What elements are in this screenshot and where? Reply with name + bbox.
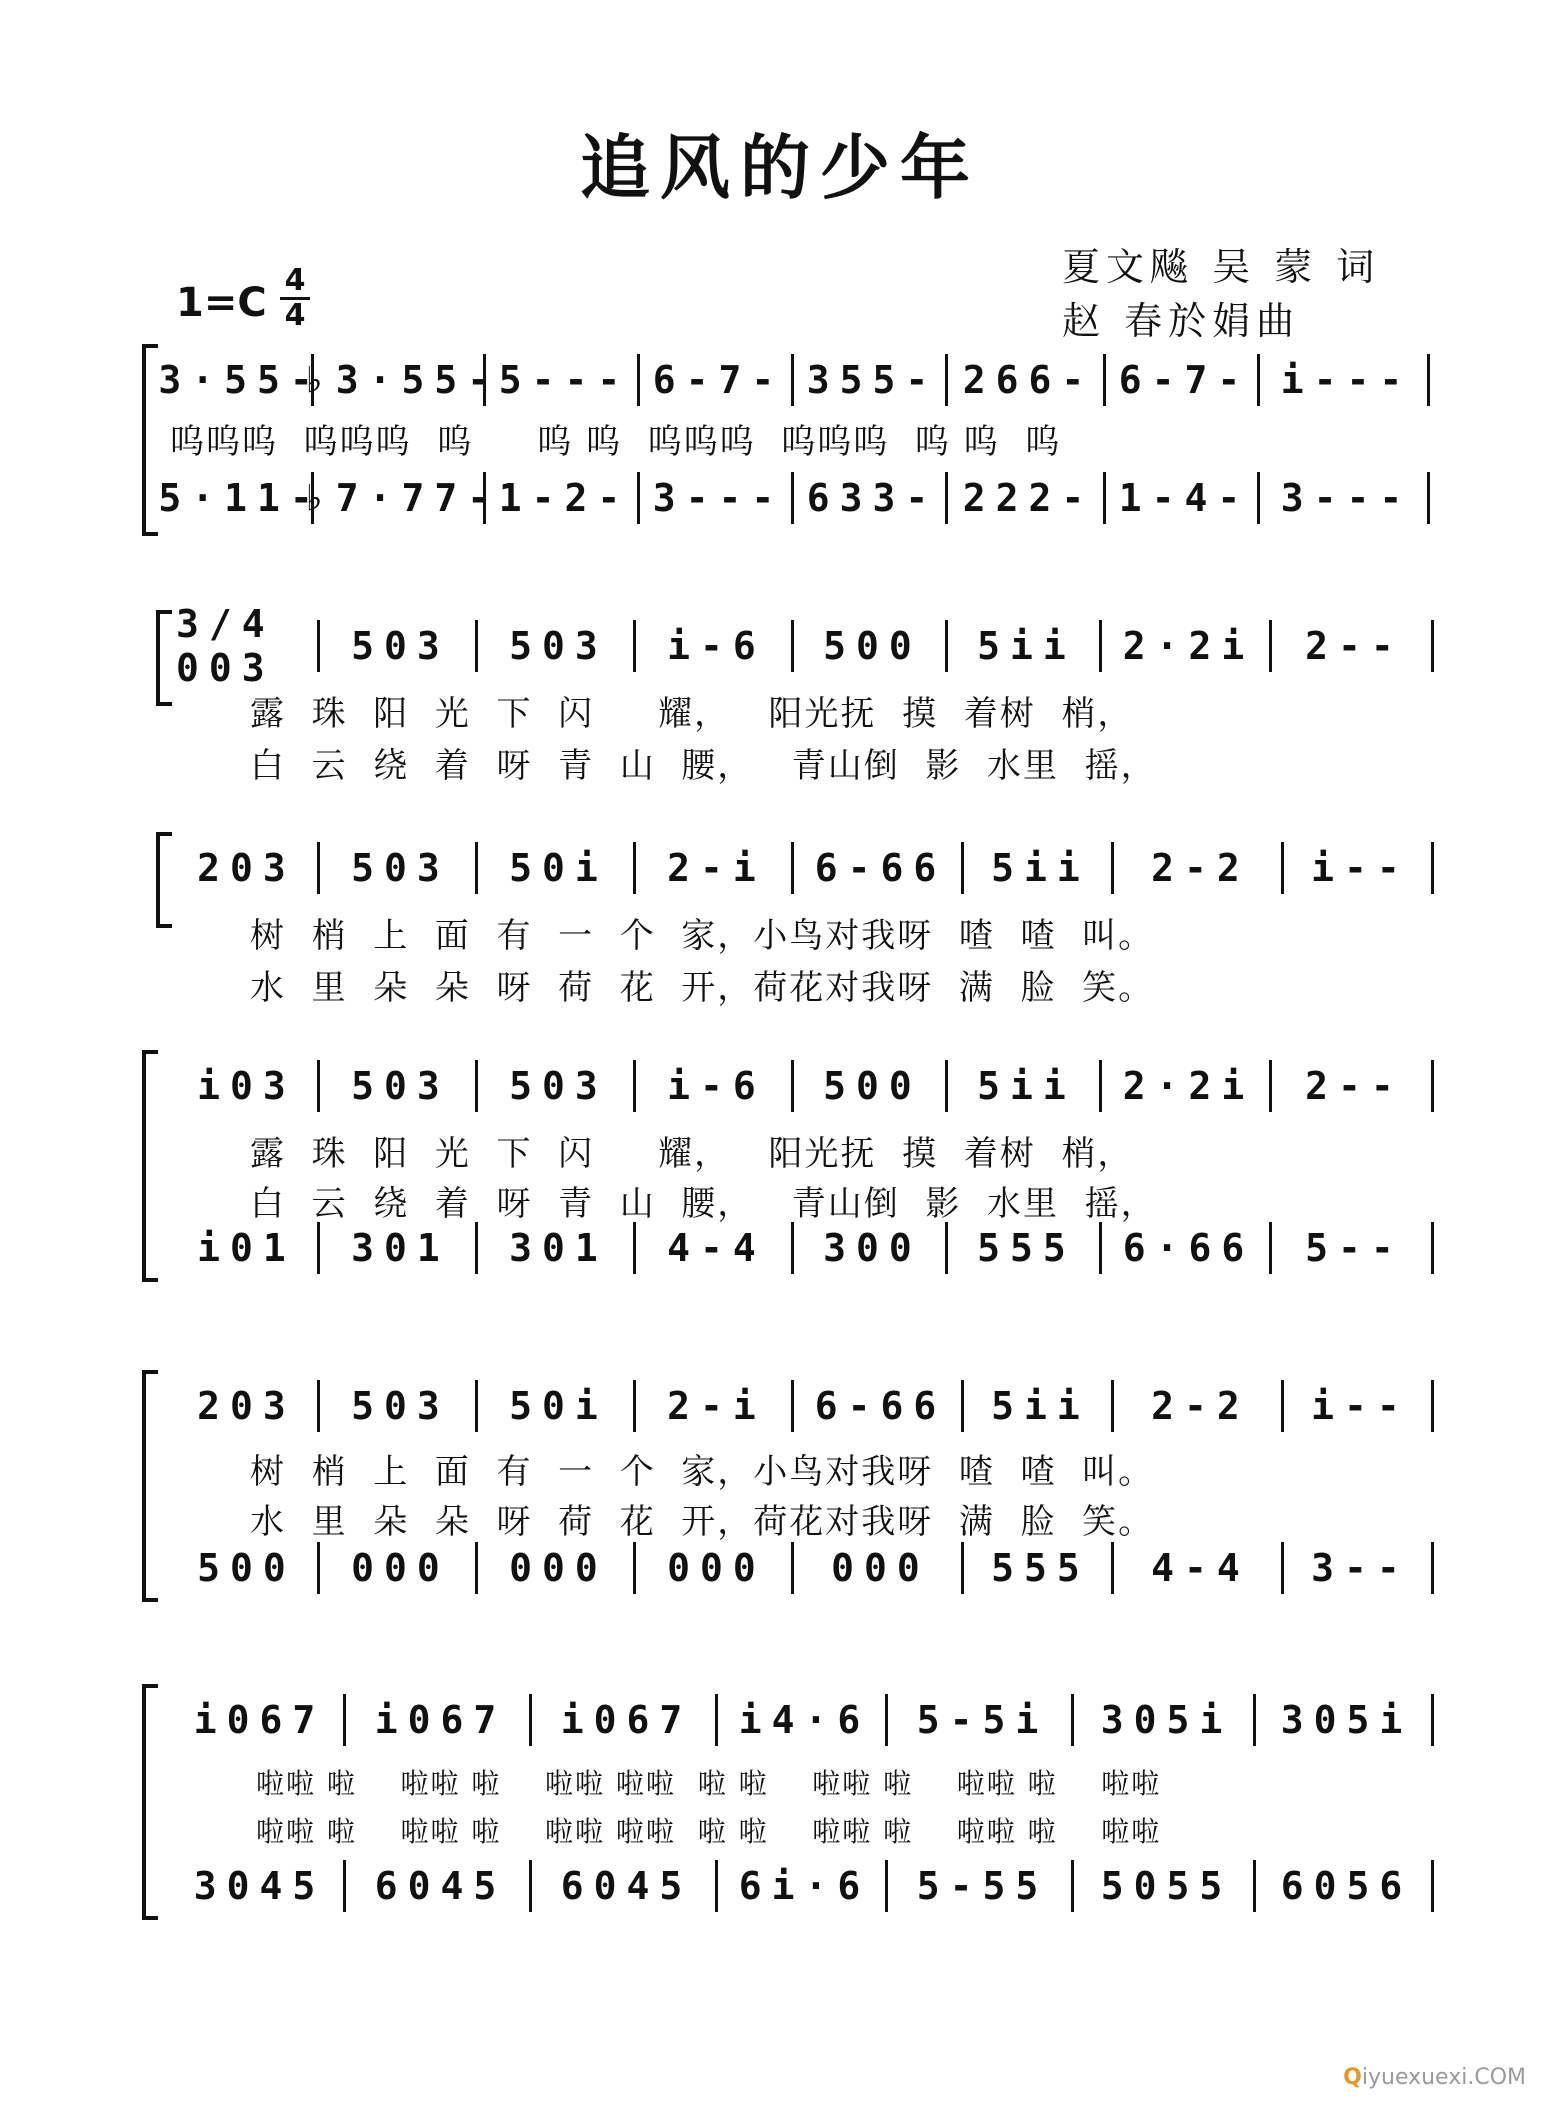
system-2-lyrics-verse-1 [250,686,1133,734]
measure: 5055 [1074,1860,1256,1912]
measure: 2·2i [1102,620,1272,672]
measure: 305i [1256,1694,1434,1746]
measure: 555 [948,1222,1102,1274]
lyricist-credit: 夏文飚 吴 蒙 词 [1062,245,1381,289]
measure: 1-4- [1106,472,1260,524]
system-brace [142,1050,158,1282]
measure: 6056 [1256,1860,1434,1912]
system-brace [142,344,158,536]
system-4-lyrics-verse-2 [250,1176,1157,1224]
lyric-line: 水 里 朵 朵 呀 荷 花 开，荷花对我呀 满 脸 笑。 [250,1502,1155,1542]
measure: 2-- [1272,620,1434,672]
key-signature: 1=C [176,280,267,326]
system-6-bottom-staff [170,1858,1434,1914]
measure: 000 [478,1542,636,1594]
measure: 300 [794,1222,948,1274]
system-2-staff [170,602,1434,690]
measure: 503 [320,1060,478,1112]
measure: 503 [320,1380,478,1432]
measure: i-- [1284,842,1434,894]
measure: 503 [320,842,478,894]
measure: ♭3·55- [314,354,486,406]
measure: i-- [1284,1380,1434,1432]
measure: 3--- [1260,472,1430,524]
measure: 5·11- [164,472,314,524]
system-1-bottom-staff [158,470,1434,526]
measure: 500 [170,1542,320,1594]
system-3-lyrics-verse-1 [250,908,1154,956]
measure: 555 [964,1542,1114,1594]
measure: 2-2 [1114,1380,1284,1432]
lyric-line: 白 云 绕 着 呀 青 山 腰， 青山倒 影 水里 摇， [250,1184,1157,1224]
measure: 2-i [636,842,794,894]
lyric-line: 露 珠 阳 光 下 闪 耀， 阳光抚 摸 着树 梢， [250,1134,1134,1174]
system-4-lyrics-verse-1 [250,1126,1133,1174]
system-2-lyrics-verse-2 [250,738,1157,786]
measure: 503 [478,1060,636,1112]
measure: 6045 [346,1860,532,1912]
measure: 50i [478,1380,636,1432]
measure: i-6 [636,620,794,672]
system-5-lyrics-verse-1 [250,1444,1154,1492]
measure: 355- [794,354,948,406]
system-4-top-staff [170,1058,1434,1114]
system-brace [142,1370,158,1602]
time-signature [280,263,310,333]
measure: 6-7- [640,354,794,406]
measure: 301 [320,1222,478,1274]
measure: 2-i [636,1380,794,1432]
watermark-logo-icon: Q [1343,2065,1362,2090]
site-watermark [1343,2065,1526,2090]
system-5-lyrics-verse-2 [250,1494,1154,1542]
measure: 4-4 [636,1222,794,1274]
measure: 5ii [948,1060,1102,1112]
measure: i4·6 [718,1694,888,1746]
lyric-line: 树 梢 上 面 有 一 个 家，小鸟对我呀 喳 喳 叫。 [250,1452,1155,1492]
measure: 5-55 [888,1860,1074,1912]
measure: 3045 [170,1860,346,1912]
system-6-lyrics-verse-2 [256,1810,1161,1858]
measure: 5-5i [888,1694,1074,1746]
measure: 203 [170,842,320,894]
measure: i067 [346,1694,532,1746]
measure: 5--- [486,354,640,406]
measure: 6-7- [1106,354,1260,406]
measure: 2-2 [1114,842,1284,894]
measure: 3·55- [164,354,314,406]
lyric-line: 呜呜呜 呜呜呜 呜 呜 呜 呜呜呜 呜呜呜 呜 呜 呜 [170,422,1062,462]
lyric-line: 啦啦 啦 啦啦 啦 啦啦 啦啦 啦 啦 啦啦 啦 啦啦 啦 啦啦 [256,1767,1162,1800]
measure: i067 [532,1694,718,1746]
measure: 4-4 [1114,1542,1284,1594]
system-1-top-staff [158,352,1434,408]
lyric-line: 水 里 朵 朵 呀 荷 花 开，荷花对我呀 满 脸 笑。 [250,968,1155,1008]
measure: 5ii [964,842,1114,894]
measure: 500 [794,620,948,672]
system-3-staff [170,840,1434,896]
watermark-text: iyuexuexi.COM [1361,2065,1526,2090]
system-1-lyrics [170,414,1061,462]
measure: 2·2i [1102,1060,1272,1112]
lyric-line: 啦啦 啦 啦啦 啦 啦啦 啦啦 啦 啦 啦啦 啦 啦啦 啦 啦啦 [256,1815,1162,1848]
system-6-lyrics-verse-1 [256,1762,1161,1810]
system-3-lyrics-verse-2 [250,960,1154,1008]
time-signature-top: 4 [284,263,306,298]
measure: 000 [636,1542,794,1594]
measure: i--- [1260,354,1430,406]
measure: 222- [948,472,1106,524]
measure: 000 [794,1542,964,1594]
system-5-bottom-staff [170,1540,1434,1596]
system-5-top-staff [170,1378,1434,1434]
measure: i-6 [636,1060,794,1112]
measure: 6-66 [794,1380,964,1432]
measure: 3/4 003 [170,620,320,672]
measure: ♭7·77- [314,472,486,524]
measure: 000 [320,1542,478,1594]
measure: 6·66 [1102,1222,1272,1274]
lyric-line: 露 珠 阳 光 下 闪 耀， 阳光抚 摸 着树 梢， [250,694,1134,734]
song-title: 追风的少年 [580,126,980,209]
lyric-line: 树 梢 上 面 有 一 个 家，小鸟对我呀 喳 喳 叫。 [250,916,1155,956]
measure: 266- [948,354,1106,406]
measure: 5-- [1272,1222,1434,1274]
measure: 5ii [964,1380,1114,1432]
system-brace [142,1684,158,1920]
measure: 500 [794,1060,948,1112]
measure: 503 [320,620,478,672]
measure: 301 [478,1222,636,1274]
measure: 1-2- [486,472,640,524]
measure: 3--- [640,472,794,524]
time-signature-bottom: 4 [284,298,306,333]
measure: 503 [478,620,636,672]
lyric-line: 白 云 绕 着 呀 青 山 腰， 青山倒 影 水里 摇， [250,746,1157,786]
measure: 5ii [948,620,1102,672]
measure: 50i [478,842,636,894]
measure: 6045 [532,1860,718,1912]
measure: i03 [170,1060,320,1112]
measure: i067 [170,1694,346,1746]
measure: 3-- [1284,1542,1434,1594]
measure: 6i·6 [718,1860,888,1912]
measure: 633- [794,472,948,524]
composer-credit: 赵 春於娟曲 [1062,299,1301,343]
measure: 2-- [1272,1060,1434,1112]
system-4-bottom-staff [170,1220,1434,1276]
measure: 203 [170,1380,320,1432]
system-6-top-staff [170,1692,1434,1748]
measure: 305i [1074,1694,1256,1746]
measure: 6-66 [794,842,964,894]
measure: i01 [170,1222,320,1274]
